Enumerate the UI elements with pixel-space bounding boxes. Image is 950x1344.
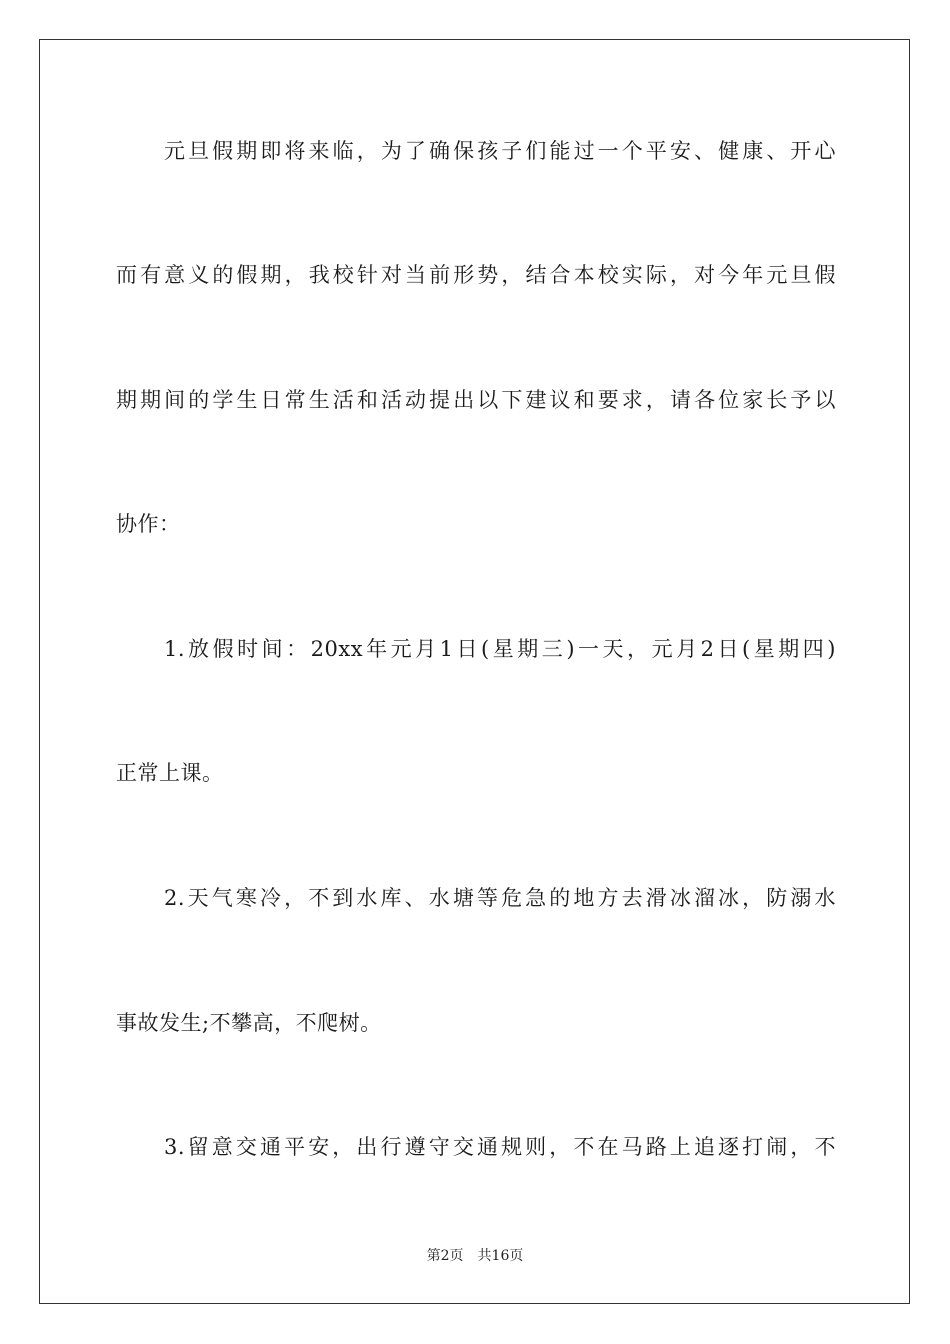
paragraph-line: 元旦假期即将来临，为了确保孩子们能过一个平安、健康、开心 xyxy=(164,139,836,163)
paragraph-line: 事故发生;不攀高，不爬树。 xyxy=(116,1011,382,1035)
paragraph-line: 3.留意交通平安，出行遵守交通规则，不在马路上追逐打闹，不 xyxy=(164,1135,836,1159)
paragraph-line: 期期间的学生日常生活和活动提出以下建议和要求，请各位家长予以 xyxy=(116,388,836,412)
paragraph-line: 2.天气寒冷，不到水库、水塘等危急的地方去滑冰溜冰，防溺水 xyxy=(164,886,836,910)
page-number-current: 第2页 xyxy=(426,1248,464,1264)
paragraph-line: 协作： xyxy=(116,512,181,536)
paragraph-line: 1.放假时间：20xx年元月1日(星期三)一天，元月2日(星期四) xyxy=(164,637,836,661)
paragraph-line: 正常上课。 xyxy=(116,761,224,785)
page-number-total: 共16页 xyxy=(477,1248,524,1264)
page-footer xyxy=(0,1245,950,1265)
page-border xyxy=(39,39,910,1304)
paragraph-line: 而有意义的假期，我校针对当前形势，结合本校实际，对今年元旦假 xyxy=(116,263,836,287)
